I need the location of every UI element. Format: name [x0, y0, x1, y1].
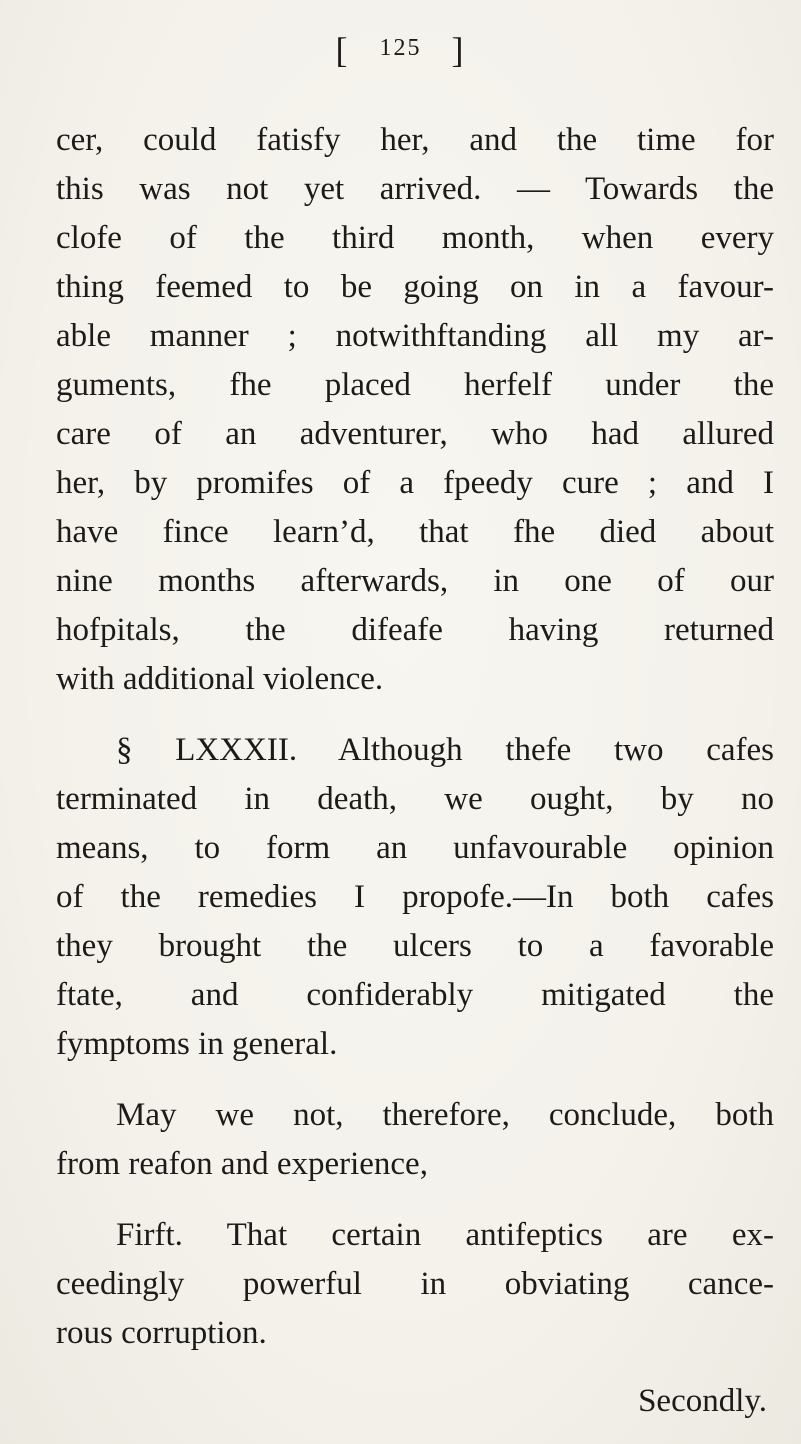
text-line: of the remedies I propofe.—In both cafes	[56, 879, 774, 915]
paragraph-gap	[56, 1069, 774, 1091]
page-number: 125	[379, 35, 422, 61]
catchword: Secondly.	[638, 1383, 767, 1419]
text-line: cer, could fatisfy her, and the time for	[56, 122, 774, 158]
section-heading-line: § LXXXII. Although thefe two cafes	[116, 732, 774, 768]
text-line: nine months afterwards, in one of our	[56, 563, 774, 599]
text-line: care of an adventurer, who had allured	[56, 416, 774, 452]
text-line: have fince learn’d, that fhe died about	[56, 514, 774, 550]
text-line: with additional violence.	[56, 661, 384, 697]
text-line: this was not yet arrived. — Towards the	[56, 171, 774, 207]
open-bracket: [	[335, 30, 350, 70]
text-line: means, to form an unfavourable opinion	[56, 830, 774, 866]
paragraph-gap	[56, 704, 774, 726]
paragraph-gap	[56, 1189, 774, 1211]
body-text	[56, 116, 774, 1358]
text-line: terminated in death, we ought, by no	[56, 781, 774, 817]
text-line: from reafon and experience,	[56, 1146, 428, 1182]
text-line: ceedingly powerful in obviating cance-	[56, 1266, 774, 1302]
text-line: fymptoms in general.	[56, 1026, 338, 1062]
text-line: thing feemed to be going on in a favour-	[56, 269, 774, 305]
text-line: ftate, and confiderably mitigated the	[56, 977, 774, 1013]
text-line: clofe of the third month, when every	[56, 220, 774, 256]
text-line: Firft. That certain antifeptics are ex-	[116, 1217, 774, 1253]
page-header	[0, 30, 801, 75]
text-line: able manner ; notwithftanding all my ar-	[56, 318, 774, 354]
text-line: May we not, therefore, conclude, both	[116, 1097, 774, 1133]
text-line: her, by promifes of a fpeedy cure ; and I	[56, 465, 774, 501]
text-line: rous corruption.	[56, 1315, 267, 1351]
text-line: they brought the ulcers to a favorable	[56, 928, 774, 964]
text-line: guments, fhe placed herfelf under the	[56, 367, 774, 403]
text-line: hofpitals, the difeafe having returned	[56, 612, 774, 648]
close-bracket: ]	[451, 30, 466, 70]
